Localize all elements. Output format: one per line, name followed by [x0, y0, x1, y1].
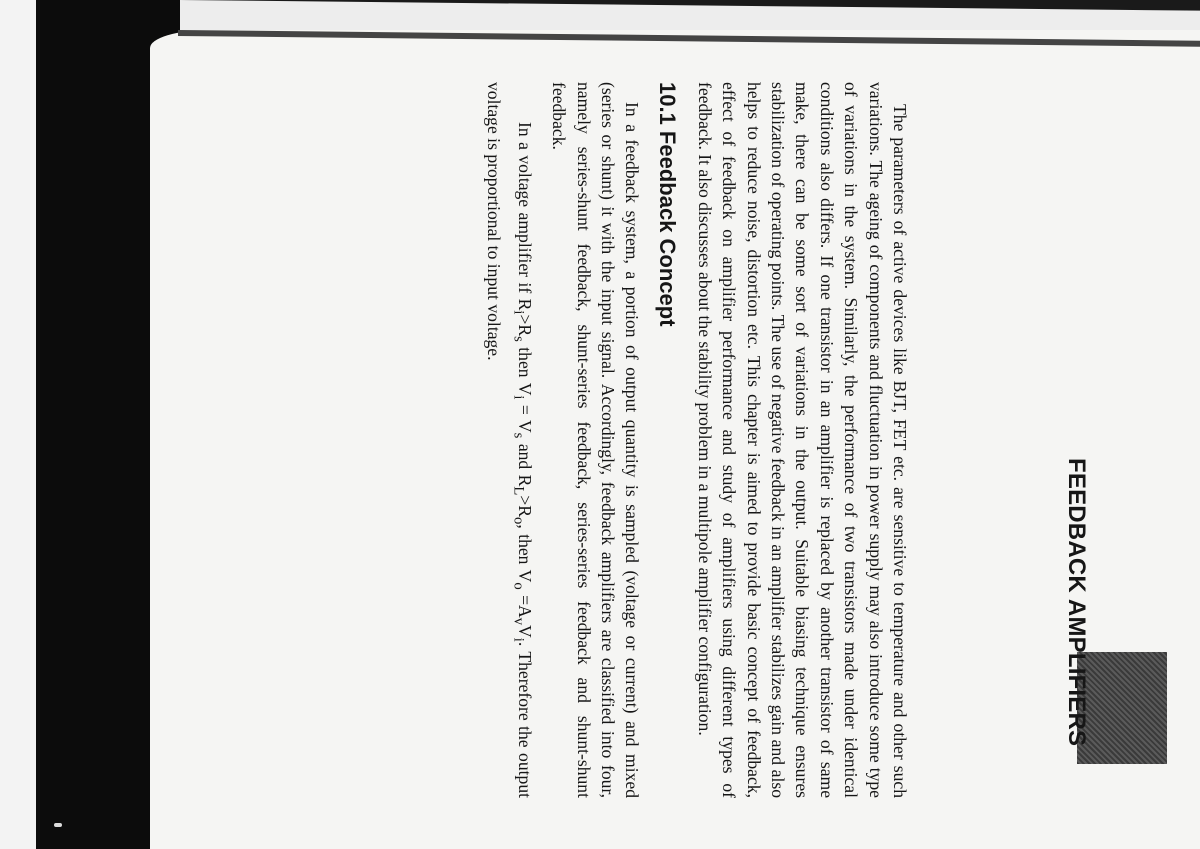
- intro-paragraph: The parameters of active devices like BJT, FET etc. are sensitive to temperature and other such variations. The ageing of components and fluctuation in power supply may also introduce some type of variations in the system. Similarly, the performance of two transistors made under identical conditions also differs. If one transistor in an amplifier is replaced by another transistor of same make, there can be some sort of variations in the output. Suitable biasing technique ensures stabilization of operating points. The use of negative feedback in an amplifier stabilizes gain and also helps to reduce noise, distortion etc. This chapter is aimed to provide basic concept of feedback, effect of feedback on amplifier performance and study of amplifiers using different types of feedback. It also discusses about the stability problem in a multipole amplifier configuration.: [694, 82, 910, 798]
- section-paragraph: In a feedback system, a portion of output quantity is sampled (voltage or current) and mixed (series or shunt) it with the input signal. Accordingly, feedback amplifiers are classified into four, namely series-shunt feedback, shunt-series feedback, series-series feedback and shunt-shunt feedback.: [549, 82, 643, 798]
- background-edge: [0, 0, 36, 849]
- rotated-page-content: [270, 82, 1090, 798]
- background-speck: [54, 823, 62, 827]
- chapter-title: FEEDBACK AMPLIFIERS: [1063, 458, 1090, 747]
- section-heading: 10.1 Feedback Concept: [655, 82, 681, 327]
- chapter-tab-block: [1077, 652, 1167, 764]
- voltage-amplifier-paragraph: In a voltage amplifier if $R_i>R_s$ then $V_i = V_s$ and $R_L>R_o$, then $V_o =A_vV_i$. Therefore the output voltage is proportional to input voltage.: [483, 82, 535, 799]
- page-body: [481, 82, 912, 798]
